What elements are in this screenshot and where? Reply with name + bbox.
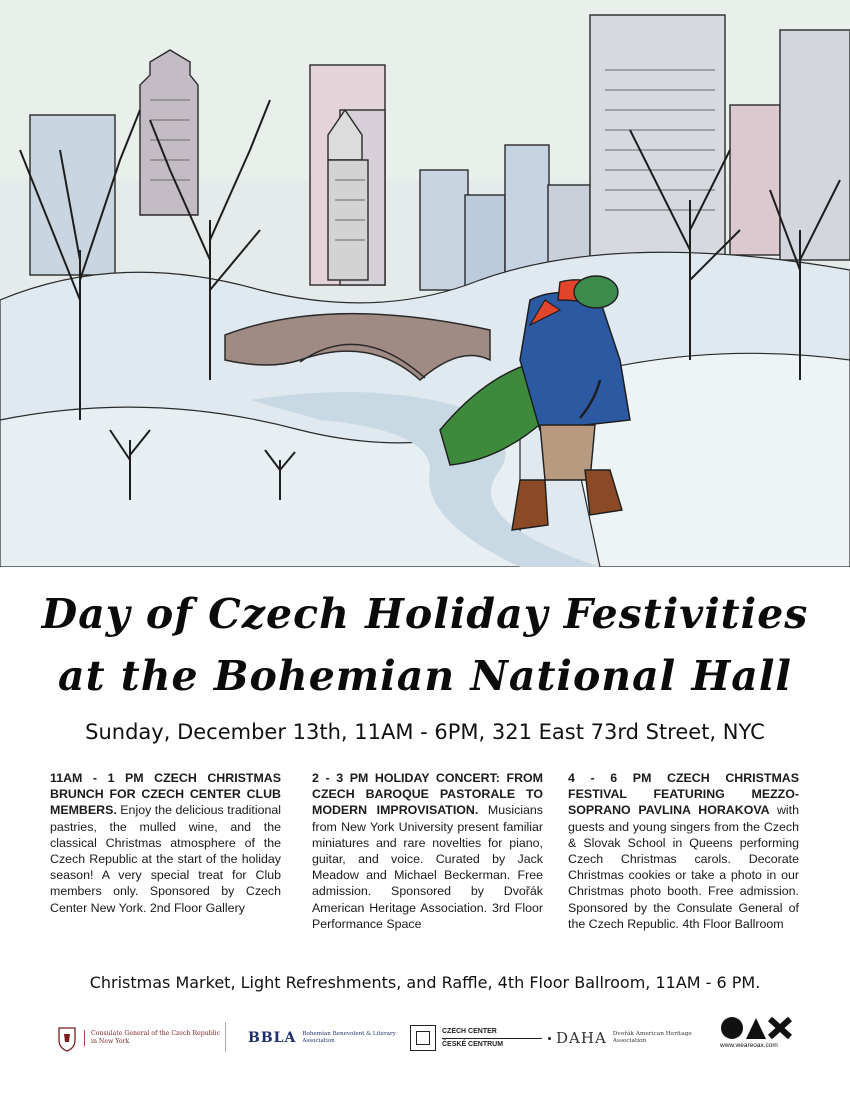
oax-logo [720,1016,792,1060]
daha-mark: DAHA [556,1029,607,1047]
oax-url: www.weareoax.com [720,1042,778,1049]
consulate-name: Consulate General of the Czech Republic in New York [84,1030,227,1046]
czech-center-en: CZECH CENTER [442,1027,497,1035]
czech-center-square-icon [410,1025,436,1051]
divider [442,1038,542,1039]
poster-title-line-1: Day of Czech Holiday Festivities [41,590,809,638]
czech-center-cz: ČESKÉ CENTRUM [442,1040,504,1048]
event-column-brunch [50,770,281,916]
event-heading: 11AM - 1 PM CZECH CHRISTMAS BRUNCH FOR CZECH CENTER CLUB MEMBERS. [50,771,281,818]
dot-icon [548,1037,551,1040]
bbla-mark: BBLA [248,1030,297,1046]
market-info: Christmas Market, Light Refreshments, and Raffle, 4th Floor Ballroom, 11AM - 6 PM. [89,973,761,992]
poster-title-line-2: at the Bohemian National Hall [58,652,792,700]
czech-lion-crest-icon [56,1024,78,1052]
event-description: with guests and young singers from the Czech & Slovak School in Queens performing Czech Christmas carols. Decorate Christmas cookies or take a photo in our Christmas photo booth. Free admission. Sponsored by the Consulate General of the Czech Republic. 4th Floor Ballroom [568,803,799,931]
divider [225,1022,226,1052]
daha-name: Dvořák American Heritage Association [612,1031,692,1044]
bbla-logo [248,1016,398,1060]
event-date-location: Sunday, December 13th, 11AM - 6PM, 321 East 73rd Street, NYC [85,720,765,744]
czech-center-logo [410,1016,551,1060]
consulate-logo [56,1016,227,1060]
oax-shapes-icon [720,1016,792,1040]
sponsor-logos [0,1016,850,1066]
daha-logo [556,1016,713,1060]
event-column-festival [568,770,799,932]
event-description: Musicians from New York University present familiar miniatures and rare novelties for piano, guitar, and voice. Curated by Jack Meadow and Michael Beckerman. Free admission. Sponsored by Dvořák American Heritage Association. 3rd Floor Performance Space [312,803,543,931]
event-heading: 4 - 6 PM CZECH CHRISTMAS FESTIVAL FEATURING MEZZO-SOPRANO PAVLINA HORAKOVA [568,771,799,818]
event-column-concert [312,770,543,932]
event-heading: 2 - 3 PM HOLIDAY CONCERT: FROM CZECH BAROQUE PASTORALE TO MODERN IMPROVISATION. [312,771,543,818]
event-description: Enjoy the delicious traditional pastries, the mulled wine, and the classical Christmas atmosphere of the Czech Republic at the start of the holiday season! A very special treat for Club members only. Sponsored by Czech Center New York. 2nd Floor Gallery [50,803,281,915]
bbla-name: Bohemian Benevolent & Literary Association [302,1031,396,1044]
